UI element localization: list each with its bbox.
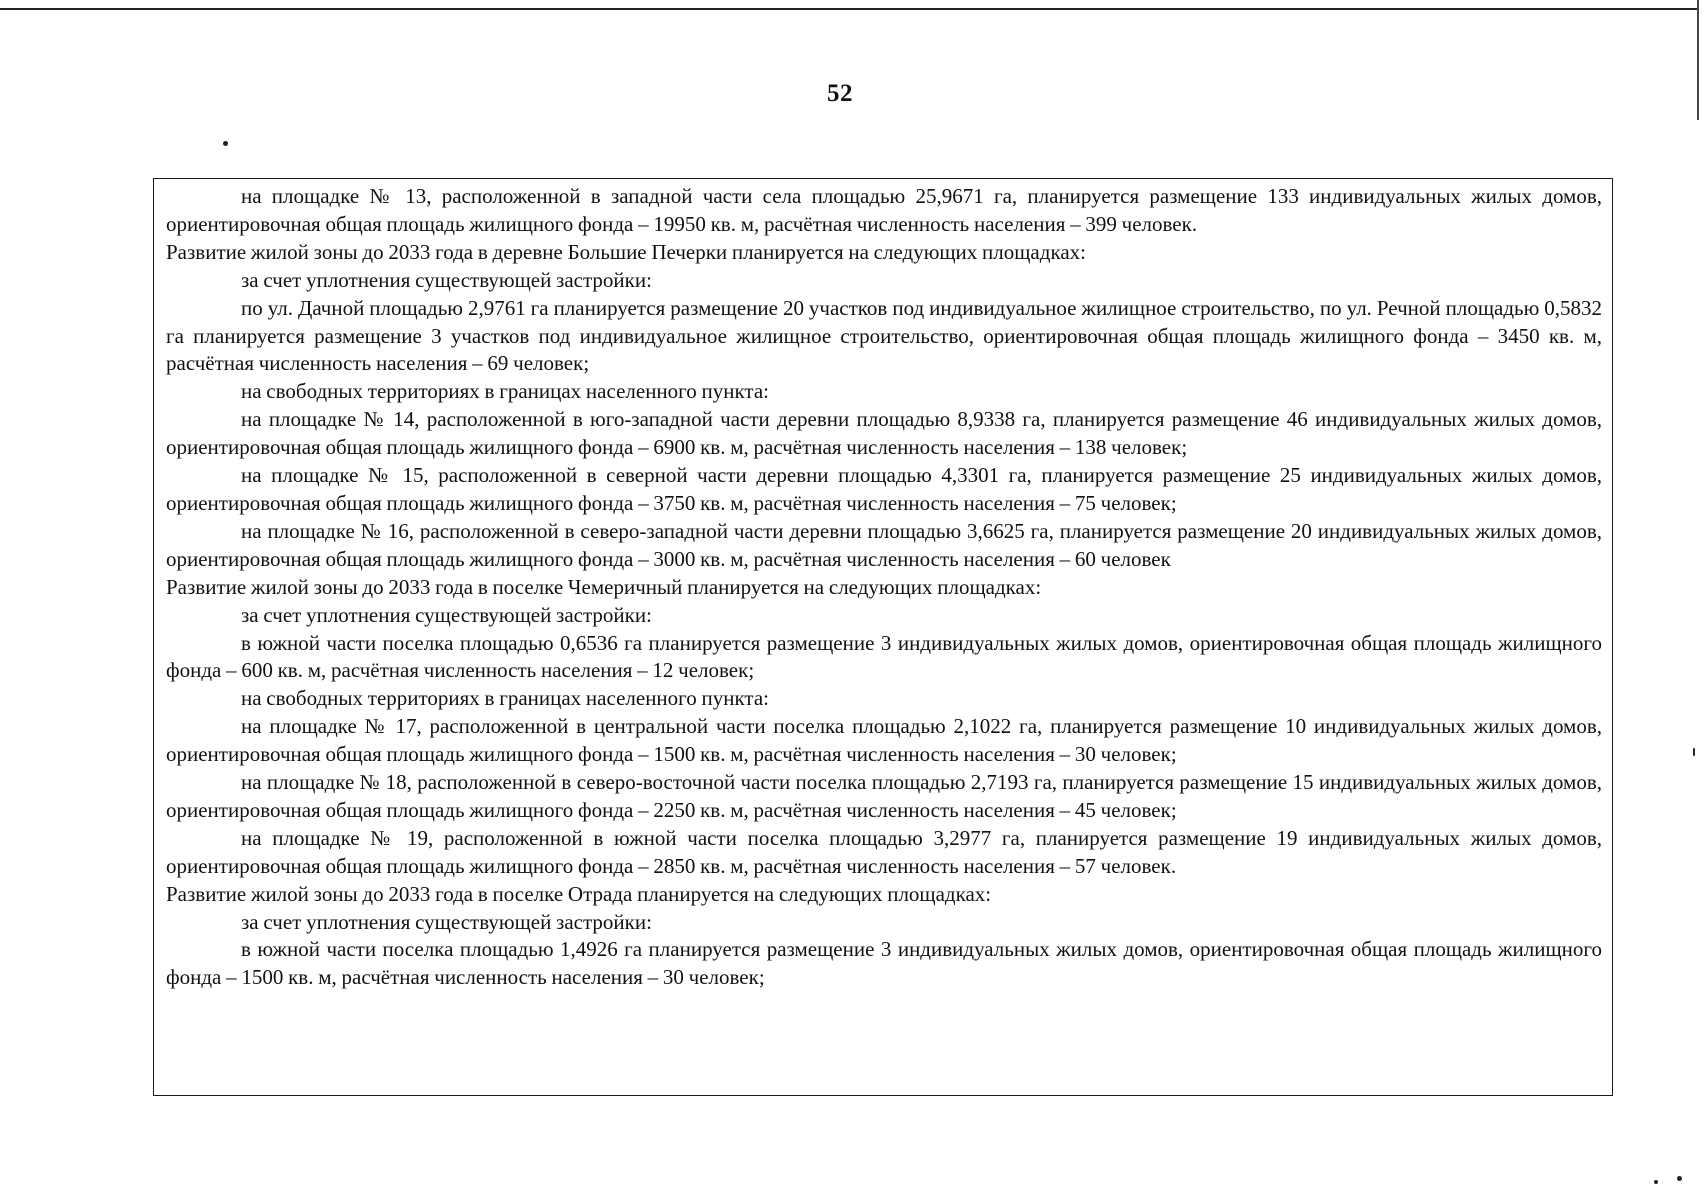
subheading-densification: за счет уплотнения существующей застройки: bbox=[241, 602, 652, 627]
paragraph-plot-13: на площадке № 13, расположенной в западной части села площадью 25,9671 га, планируется размещение 133 индивидуальных жилых домов, ориентировочная общая площадь жилищного фонда – 19950 кв. м, расчётная численность населения – 399 человек. bbox=[166, 184, 1602, 236]
scan-speck bbox=[223, 141, 228, 146]
paragraph-dachnaya-rechnaya: по ул. Дачной площадью 2,9761 га планируется размещение 20 участков под индивидуальное жилищное строительство, по ул. Речной площадью 0,5832 га планируется размещение 3 участков под индивидуальное жилищное строительство, ориентировочная общая площадь жилищного фонда – 3450 кв. м, расчётная численность населения – 69 человек; bbox=[166, 295, 1602, 376]
scan-speck bbox=[1654, 1180, 1658, 1184]
subheading-free-territories: на свободных территориях в границах населенного пункта: bbox=[241, 379, 769, 404]
page-number: 52 bbox=[827, 80, 853, 107]
right-border-line bbox=[1697, 0, 1699, 120]
scan-speck bbox=[1693, 748, 1695, 756]
subheading-densification: за счет уплотнения существующей застройки: bbox=[241, 909, 652, 934]
paragraph-plot-15: на площадке № 15, расположенной в северной части деревни площадью 4,3301 га, планируется размещение 25 индивидуальных жилых домов, ориентировочная общая площадь жилищного фонда – 3750 кв. м, расчётная численность населения – 75 человек; bbox=[166, 463, 1602, 515]
paragraph-plot-17: на площадке № 17, расположенной в центральной части поселка площадью 2,1022 га, планируется размещение 10 индивидуальных жилых домов, ориентировочная общая площадь жилищного фонда – 1500 кв. м, расчётная численность населения – 30 человек; bbox=[166, 714, 1602, 767]
subheading-free-territories: на свободных территориях в границах населенного пункта: bbox=[241, 686, 769, 711]
paragraph-plot-19: на площадке № 19, расположенной в южной части поселка площадью 3,2977 га, планируется размещение 19 индивидуальных жилых домов, ориентировочная общая площадь жилищного фонда – 2850 кв. м, расчётная численность населения – 57 человек. bbox=[166, 825, 1602, 878]
subheading-densification: за счет уплотнения существующей застройки: bbox=[241, 267, 652, 292]
paragraph-plot-18: на площадке № 18, расположенной в северо-восточной части поселка площадью 2,7193 га, планируется размещение 15 индивидуальных жилых домов, ориентировочная общая площадь жилищного фонда – 2250 кв. м, расчётная численность населения – 45 человек; bbox=[166, 770, 1602, 822]
paragraph-plot-14: на площадке № 14, расположенной в юго-западной части деревни площадью 8,9338 га, планируется размещение 46 индивидуальных жилых домов, ориентировочная общая площадь жилищного фонда – 6900 кв. м, расчётная численность населения – 138 человек; bbox=[166, 407, 1602, 460]
top-border-line bbox=[0, 8, 1697, 10]
text-frame bbox=[153, 178, 1613, 1096]
scan-speck bbox=[1677, 1176, 1682, 1181]
heading-otrada: Развитие жилой зоны до 2033 года в поселке Отрада планируется на следующих площадках: bbox=[166, 881, 992, 906]
heading-bolshie-pecherki: Развитие жилой зоны до 2033 года в деревне Большие Печерки планируется на следующих площадках: bbox=[166, 239, 1086, 264]
paragraph-plot-16: на площадке № 16, расположенной в северо-западной части деревни площадью 3,6625 га, планируется размещение 20 индивидуальных жилых домов, ориентировочная общая площадь жилищного фонда – 3000 кв. м, расчётная численность населения – 60 человек bbox=[166, 518, 1602, 571]
heading-chemerichny: Развитие жилой зоны до 2033 года в поселке Чемеричный планируется на следующих площадках: bbox=[166, 574, 1042, 599]
paragraph-chemerichny-south: в южной части поселка площадью 0,6536 га планируется размещение 3 индивидуальных жилых домов, ориентировочная общая площадь жилищного фонда – 600 кв. м, расчётная численность населения – 12 человек; bbox=[166, 630, 1602, 683]
paragraph-otrada-south: в южной части поселка площадью 1,4926 га планируется размещение 3 индивидуальных жилых домов, ориентировочная общая площадь жилищного фонда – 1500 кв. м, расчётная численность населения – 30 человек; bbox=[166, 937, 1602, 990]
